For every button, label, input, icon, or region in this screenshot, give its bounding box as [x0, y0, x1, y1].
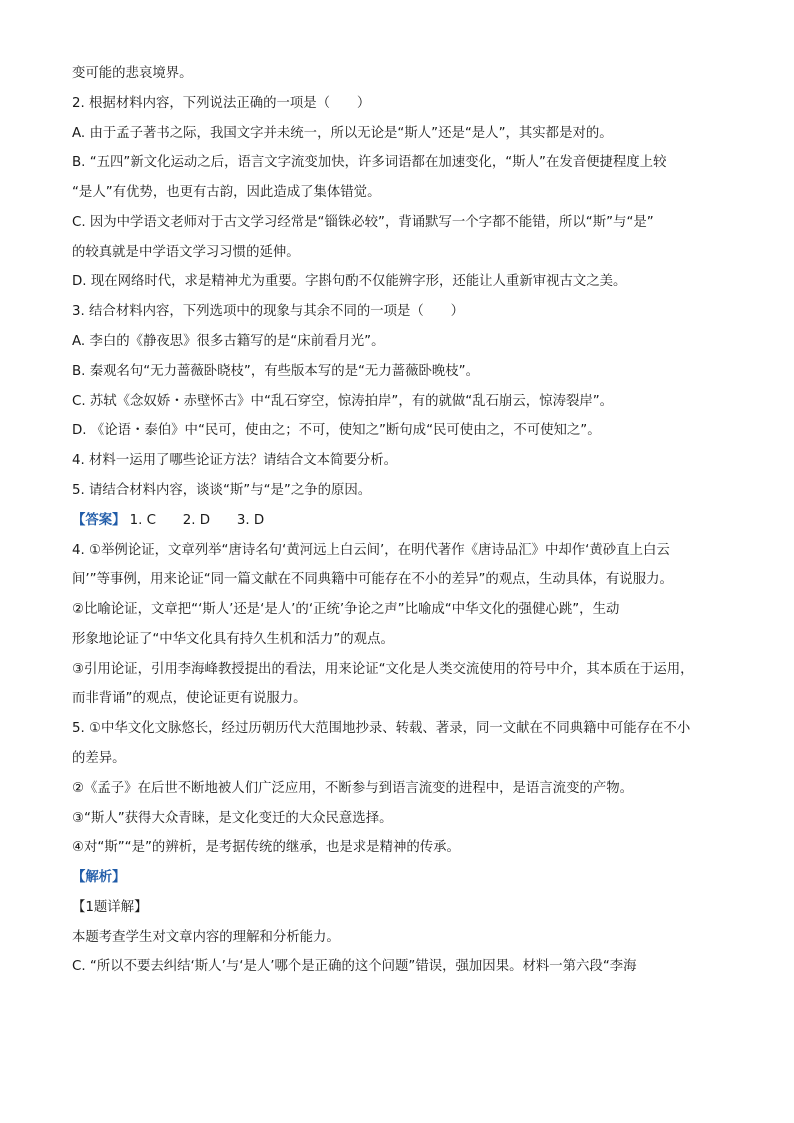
answer-line: ④对“斯”“是”的辨析，是考据传统的继承，也是求是精神的传承。: [72, 840, 460, 856]
answer-line: 间’”等事例，用来论证“同一篇文献在不同典籍中可能存在不小的差异”的观点，生动具体，有说服力。: [72, 572, 673, 588]
detail-line: C. “所以不要去纠结‘斯人’与‘是人’哪个是正确的这个问题”错误，强加因果。材料一第六段“李海: [72, 959, 637, 975]
detail-heading: 【1题详解】: [72, 899, 148, 915]
answer-line: ③“斯人”获得大众青睐，是文化变迁的大众民意选择。: [72, 810, 393, 826]
answer-line: 而非背诵”的观点，使论证更有说服力。: [72, 691, 307, 707]
answer-line: 5. ①中华文化文脉悠长，经过历朝历代大范围地抄录、转载、著录，同一文献在不同典籍中可能存在不小: [72, 721, 691, 737]
answer-row: [72, 509, 734, 532]
answer-line: 形象地论证了“中华文化具有持久生机和活力”的观点。: [72, 631, 394, 647]
option-2c: C. 因为中学语文老师对于古文学习经常是“锱铢必较”，背诵默写一个字都不能错，所以“斯”与“是”: [72, 214, 654, 230]
detail-line: 本题考查学生对文章内容的理解和分析能力。: [72, 929, 340, 945]
option-3b: B. 秦观名句“无力蔷薇卧晓枝”，有些版本写的是“无力蔷薇卧晚枝”。: [72, 363, 479, 379]
option-2a: A. 由于孟子著书之际，我国文字并未统一，所以无论是“斯人”还是“是人”，其实都是对的。: [72, 125, 613, 141]
question-2: 2. 根据材料内容，下列说法正确的一项是（ ）: [72, 95, 371, 111]
analysis-row: [72, 866, 734, 889]
option-3a: A. 李白的《静夜思》很多古籍写的是“床前看月光”。: [72, 334, 385, 350]
text-line: 变可能的悲哀境界。: [72, 66, 193, 81]
option-3c: C. 苏轼《念奴娇・赤壁怀古》中“乱石穿空，惊涛拍岸”，有的就做“乱石崩云，惊涛裂岸”。: [72, 393, 614, 409]
question-5: 5. 请结合材料内容，谈谈“斯”与“是”之争的原因。: [72, 482, 372, 498]
question-3: 3. 结合材料内容，下列选项中的现象与其余不同的一项是（ ）: [72, 304, 464, 320]
question-4: 4. 材料一运用了哪些论证方法？请结合文本简要分析。: [72, 453, 398, 469]
answer-line: ②比喻论证，文章把“‘斯人’还是‘是人’的‘正统’争论之声”比喻成“中华文化的强健心跳”，生动: [72, 602, 620, 618]
answer-label: 【答案】: [72, 512, 126, 528]
answer-line: 的差异。: [72, 750, 126, 766]
analysis-label: 【解析】: [72, 870, 126, 886]
option-2b: B. “五四”新文化运动之后，语言文字流变加快，许多词语都在加速变化，“斯人”在发音便捷程度上较: [72, 155, 667, 171]
answer-line: ②《孟子》在后世不断地被人们广泛应用，不断参与到语言流变的进程中，是语言流变的产物。: [72, 780, 634, 796]
answer-line: ③引用论证，引用李海峰教授提出的看法，用来论证“文化是人类交流使用的符号中介，其本质在于运用，: [72, 661, 694, 677]
option-3d: D. 《论语・泰伯》中“民可，使由之；不可，使知之”断句成“民可使由之，不可使知之”。: [72, 423, 601, 439]
option-2b-cont: “是人”有优势，也更有古韵，因此造成了集体错觉。: [72, 185, 381, 201]
option-2c-cont: 的较真就是中学语文学习习惯的延伸。: [72, 244, 300, 260]
answer-values: 1. C 2. D 3. D: [129, 512, 265, 528]
answer-line: 4. ①举例论证，文章列举“唐诗名句‘黄河远上白云间’，在明代著作《唐诗品汇》中却作‘黄砂直上白云: [72, 542, 670, 558]
option-2d: D. 现在网络时代，求是精神尤为重要。字斟句酌不仅能辨字形，还能让人重新审视古文之美。: [72, 274, 627, 290]
